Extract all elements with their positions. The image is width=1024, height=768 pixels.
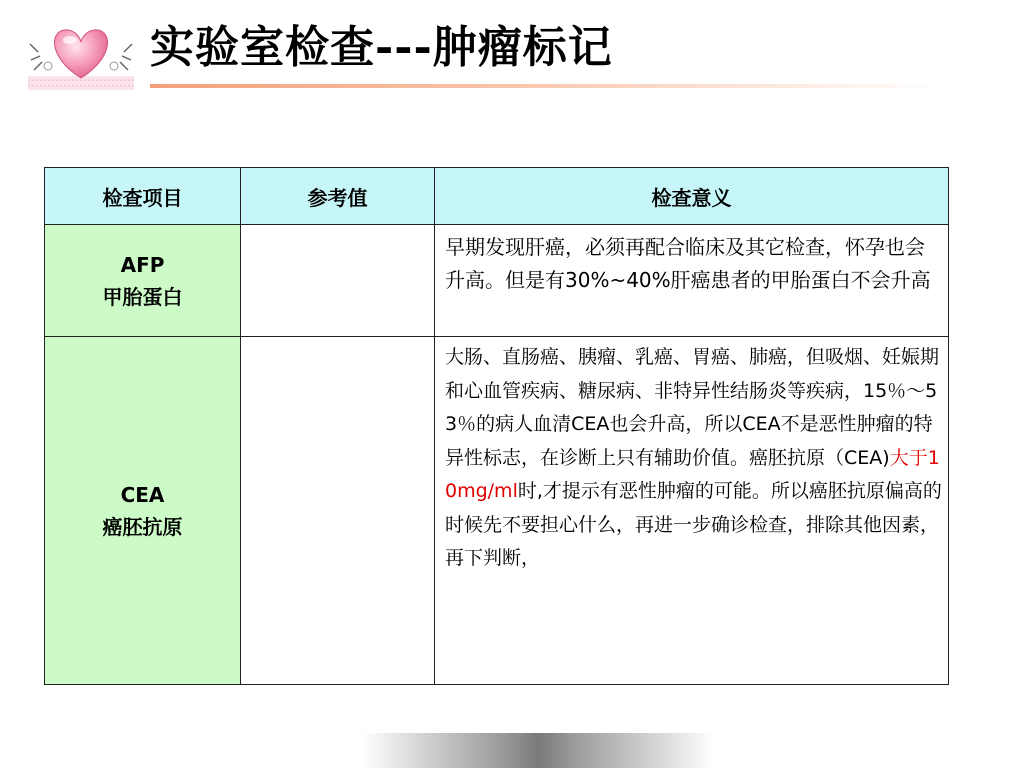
header-reference: 参考值 — [241, 168, 435, 225]
bottom-decoration-bar — [362, 733, 714, 768]
cea-meaning-cell — [435, 337, 949, 685]
tumor-marker-table — [44, 167, 949, 685]
cea-meaning-highlight: 大于10mg/ml — [445, 446, 940, 502]
table-row-afp — [45, 225, 949, 337]
heart-logo-icon — [28, 22, 134, 92]
cea-meaning-part1: 大肠、直肠癌、胰瘤、乳癌、胃癌、肺癌，但吸烟、妊娠期和心血管疾病、糖尿病、非特异性结肠炎等疾病，15％～53％的病人血清CEA也会升高，所以CEA不是恶性肿瘤的特异性标志，在诊断上只有辅助价值。癌胚抗原（CEA) — [445, 346, 940, 469]
cea-meaning-part2: 时,才提示有恶性肿瘤的可能。所以癌胚抗原偏高的时候先不要担心什么，再进一步确诊检查，排除其他因素，再下判断， — [445, 480, 942, 569]
afp-abbrev: AFP — [120, 252, 165, 277]
afp-name-cell — [45, 225, 241, 337]
table-header-row — [45, 168, 949, 225]
table-row-cea — [45, 337, 949, 685]
cea-abbrev: CEA — [120, 482, 165, 507]
header-item: 检查项目 — [45, 168, 241, 225]
afp-fullname: 甲胎蛋白 — [102, 284, 183, 309]
page-title: 实验室检查---肿瘤标记 — [150, 22, 613, 73]
title-underline — [150, 84, 940, 88]
cea-fullname: 癌胚抗原 — [102, 514, 183, 539]
afp-reference-cell — [241, 225, 435, 337]
afp-meaning-cell: 早期发现肝癌，必须再配合临床及其它检查，怀孕也会升高。但是有30%~40%肝癌患者的甲胎蛋白不会升高 — [435, 225, 949, 337]
header-meaning: 检查意义 — [435, 168, 949, 225]
cea-reference-cell — [241, 337, 435, 685]
cea-name-cell — [45, 337, 241, 685]
